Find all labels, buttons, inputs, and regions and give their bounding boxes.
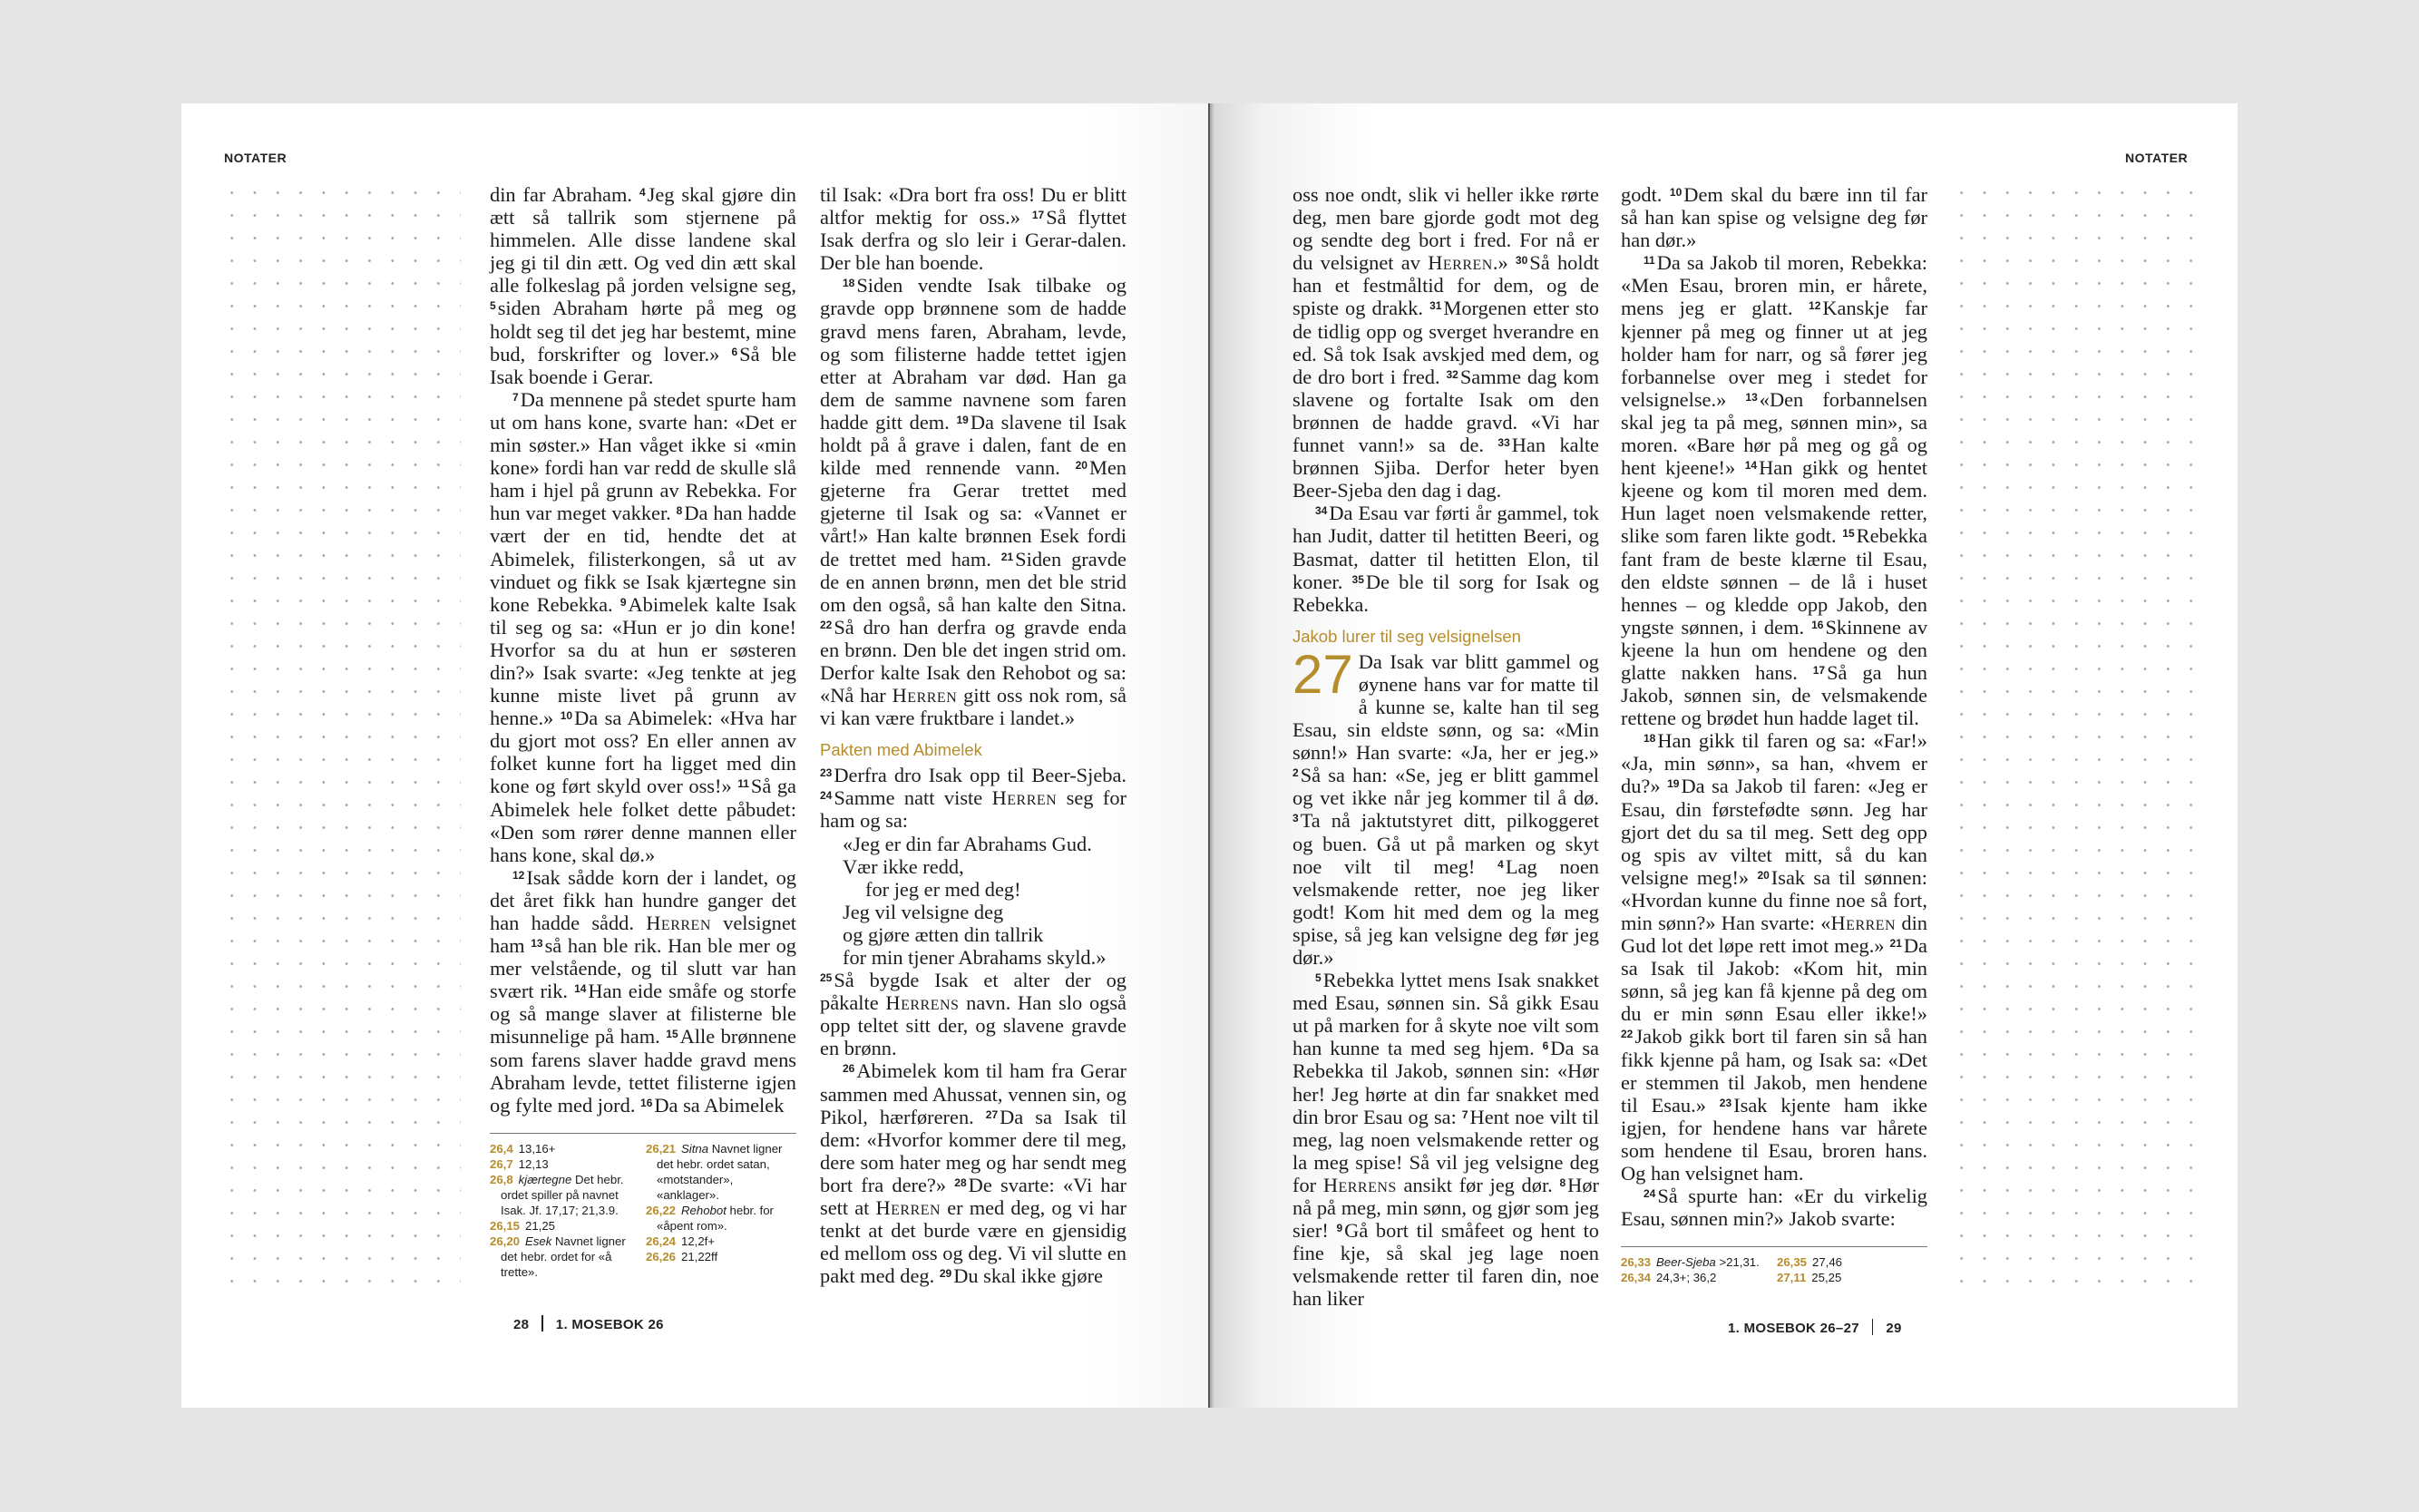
verse-number: 10 (560, 709, 573, 723)
paragraph: oss noe ondt, slik vi heller ikke rørte deg, men bare gjorde godt mot deg og sendte deg bort i fred. For nå er du velsignet av Herren.» $^{30}$Så holdt han et festmåltid for dem, og de spiste og drakk. $^{31}$Morgenen etter sto de tidlig opp og sverget hverandre en ed. Så tok Isak avskjed med dem, og de dro bort i fred. $^{32}$Samme dag kom slavene og fortalte Isak om den brønnen de hadde gravd. «Vi har funnet vann!» sa de. $^{33}$Han kalte brønnen Sjiba. Derfor heter byen Beer-Sjeba den dag i dag. (1292, 183, 1600, 502)
divider (541, 1315, 543, 1332)
poetry-line: for min tjener Abrahams skyld.» (843, 946, 1107, 969)
verse-number: 29 (939, 1267, 952, 1281)
verse-number: 23 (820, 766, 833, 780)
verse-number: 28 (954, 1175, 967, 1189)
paragraph: $^{25}$Så bygde Isak et alter der og påkalte Herrens navn. Han slo også opp teltet sitt der, og slavene gravde en brønn. (820, 969, 1127, 1060)
footnote-term: Beer-Sjeba (1656, 1255, 1716, 1270)
verse-number: 22 (1621, 1028, 1634, 1041)
divider (1872, 1319, 1874, 1335)
poetry-line: Jeg vil velsigne deg (843, 900, 1004, 923)
footnote-text: 21,22ff (681, 1249, 718, 1263)
divine-name: Herren (1830, 912, 1897, 934)
footnote-ref: 26,22 (646, 1203, 677, 1217)
footnotes-right (1621, 1246, 1927, 1295)
verse-number: 19 (1667, 777, 1680, 791)
footnote-ref: 26,26 (646, 1249, 677, 1263)
paragraph: $^{18}$Siden vendte Isak tilbake og gravde opp brønnene som de hadde gravd mens faren, Abraham, levde, og som filisterne hadde tettet igjen etter at Abraham var død. Han ga dem de samme navnene som faren hadde gitt dem. $^{19}$Da slavene til Isak holdt på å grave i dalen, fant de en kilde med rennende vann. $^{20}$Men gjeterne fra Gerar trettet med gjeterne til Isak og sa: «Vannet er vårt!» Han kalte brønnen Esek fordi de trettet med ham. $^{21}$Siden gravde de en annen brønn, men det ble strid om den også, så han kalte den Sitna. $^{22}$Så dro han derfra og gravde enda en brønn. Den ble det ingen strid om. Derfor kalte Isak den Rehobot og sa: «Nå har Herren gitt oss nok rom, så vi kan være fruktbare i landet.» (820, 274, 1127, 730)
verse-number: 24 (1644, 1187, 1656, 1201)
verse-number: 8 (1559, 1175, 1566, 1189)
notes-dot-grid-right (1950, 181, 2200, 1297)
notes-label-left: NOTATER (224, 151, 288, 165)
verse-number: 5 (490, 299, 496, 313)
paragraph: $^{12}$Isak sådde korn der i landet, og det året fikk han hundre ganger det han hadde sådd. Herren velsignet ham $^{13}$så han ble rik. Han ble mer og mer velstående, og til slutt var han svært rik. $^{14}$Han eide småfe og storfe og så mange slaver at filisterne ble misunnelige på ham. $^{15}$Alle brønnene som farens slaver hadde gravd mens Abraham levde, tettet filisterne igjen og fylte med jord. $^{16}$Da sa Abimelek (490, 865, 797, 1117)
section-heading: Pakten med Abimelek (820, 740, 982, 760)
poetry-line: «Jeg er din far Abrahams Gud. (843, 832, 1092, 855)
footnote-column (490, 1141, 635, 1295)
footnote-term: Rehobot (681, 1203, 727, 1217)
running-head: 1. MOSEBOK 26 (555, 1316, 664, 1332)
book-spine (1208, 103, 1210, 1408)
footnote (1777, 1254, 1922, 1270)
verse-number: 24 (820, 789, 833, 803)
footnote-text: Det hebr. ordet spiller på navnet Isak. Jf. 17,17; 21,3.9. (501, 1172, 624, 1217)
verse-number: 3 (1292, 812, 1299, 825)
paragraph: $^7$Da mennene på stedet spurte ham ut om hans kone, svarte han: «Det er min søster.» Han våget ikke si «min kone» fordi han var redd de skulle slå ham i hjel på grunn av Rebekka. For hun var meget vakker. $^8$Da han hadde vært der en tid, hendte det at Abimelek, filisterkongen, så ut av vinduet og fikk se Isak kjærtegne sin kone Rebekka. $^9$Abimelek kalte Isak til seg og sa: «Hun er jo din kone! Hvorfor sa du at hun er søsteren din?» Isak svarte: «Jeg tenkte at jeg kunne miste livet på grunn av henne.» $^{10}$Da sa Abimelek: «Hva har du gjort mot oss? En eller annen av folket kunne fort ha ligget med din kone og ført skyld over oss!» $^{11}$Så ga Abimelek hele folket dette påbudet: «Den som rører denne mannen eller hans kone, skal dø.» (490, 387, 796, 866)
verse-number: 6 (731, 345, 738, 358)
divine-name: Herren (646, 912, 711, 934)
page-number: 29 (1886, 1321, 1902, 1337)
paragraph: $^{11}$Da sa Jakob til moren, Rebekka: «Men Esau, broren min, er hårete, mens jeg er glatt. $^{12}$Kanskje far kjenner på meg og finner ut at jeg holder ham for narr, og så fører jeg forbannelse over meg i stedet for velsignelse.» $^{13}$«Den forbannelsen skal jeg ta på meg, sønnen min», sa moren. «Bare hør på meg og gå og hent kjeene!» $^{14}$Han gikk og hentet kjeene og kom til moren med dem. Hun laget noen velsmakende retter, slike som faren likte godt. $^{15}$Rebekka fant fram de beste klærne til Esau, den eldste sønnen – de lå i huset hennes – og kledde opp Jakob, den yngste sønnen, i dem. $^{16}$Skinnene av kjeene la hun om hendene og den glatte nakken hans. $^{17}$Så ga hun Jakob, sønnen sin, de velsmakende rettene og brødet hun hadde laget til. (1621, 251, 1928, 730)
page-footer-right (1621, 1319, 1927, 1338)
footnote (490, 1218, 635, 1234)
column-body (820, 183, 1127, 1287)
footnote (1777, 1270, 1922, 1285)
page-number: 28 (513, 1316, 530, 1332)
poetry-line: for jeg er med deg! (865, 877, 1021, 901)
verse-number: 14 (574, 982, 587, 996)
verse-number: 16 (640, 1096, 653, 1109)
footnote-text: 12,2f+ (681, 1234, 716, 1248)
footnote (646, 1203, 791, 1234)
verse-number: 20 (1075, 459, 1088, 473)
column-body (490, 183, 796, 1117)
verse-number: 9 (1336, 1222, 1343, 1235)
verse-number: 15 (1842, 527, 1855, 541)
footnote-ref: 26,8 (490, 1172, 513, 1186)
footnote-column (1777, 1254, 1922, 1295)
verse-number: 4 (639, 186, 646, 199)
footnote-ref: 26,33 (1621, 1255, 1652, 1270)
verse-number: 9 (619, 595, 627, 609)
verse-number: 10 (1669, 186, 1683, 199)
verse-number: 14 (1744, 459, 1758, 473)
footnote-text: 24,3+; 36,2 (1656, 1271, 1717, 1285)
chapter-number: 27 (1292, 643, 1353, 705)
footnote-text: 12,13 (518, 1156, 549, 1171)
verse-number: 23 (1719, 1096, 1732, 1109)
verse-number: 33 (1497, 436, 1510, 450)
verse-number: 30 (1515, 254, 1528, 268)
text-column-left-2 (820, 183, 1127, 1287)
verse-number: 20 (1757, 868, 1770, 882)
footnote (490, 1234, 635, 1280)
verse-number: 22 (820, 618, 833, 631)
footnotes-left (490, 1133, 796, 1295)
verse-number: 35 (1351, 572, 1364, 586)
poetry-line: Vær ikke redd, (843, 854, 964, 878)
verse-number: 8 (676, 504, 683, 518)
divine-name: Herren (1428, 251, 1493, 275)
verse-number: 2 (1292, 766, 1299, 780)
verse-number: 7 (512, 390, 519, 404)
paragraph: din far Abraham. $^4$Jeg skal gjøre din ætt så tallrik som stjernene på himmelen. Alle disse landene skal jeg gi til din ætt. Og ved din ætt skal alle folkeslag på jorden velsigne seg, $^5$siden Abraham hørte på meg og holdt seg til det jeg har bestemt, mine bud, forskrifter og lover.» $^6$Så ble Isak boende i Gerar. (490, 183, 797, 388)
footnote-text: hebr. for «åpent rom». (657, 1203, 774, 1233)
footnote-text: Navnet ligner det hebr. ordet satan, «motstander», «anklager». (657, 1141, 783, 1202)
footnote-term: Sitna (681, 1141, 709, 1156)
divine-name: Herrens (885, 991, 960, 1015)
paragraph: $^5$Rebekka lyttet mens Isak snakket med Esau, sønnen sin. Så gikk Esau ut på marken for å skyte noe vilt som han kunne ta med seg hjem. $^6$Da sa Rebekka til Jakob, sønnen sin: «Hør her! Jeg hørte at din far snakket med din bror Esau og sa: $^7$Hent noe vilt til meg, lag noen velsmakende retter og la meg spise! Så vil jeg velsigne deg for Herrens ansikt før jeg dør. $^8$Hør nå på meg, min sønn, og gjør som jeg sier! $^9$Gå bort til småfeet og hent to fine kje, så skal jeg lage noen velsmakende retter til faren din, noe han liker (1292, 969, 1599, 1311)
verse-number: 19 (956, 413, 969, 426)
footnote-ref: 26,35 (1777, 1255, 1808, 1270)
verse-number: 5 (1315, 971, 1322, 985)
verse-number: 34 (1315, 504, 1328, 518)
footnote (490, 1172, 635, 1218)
verse-number: 21 (1000, 550, 1014, 563)
paragraph: til Isak: «Dra bort fra oss! Du er blitt altfor mektig for oss.» $^{17}$Så flyttet Isak derfra og slo leir i Gerar-dalen. Der ble han boende. (820, 183, 1127, 275)
text-column-right-2 (1621, 183, 1927, 1338)
footnote-term: Esek (525, 1234, 552, 1248)
verse-number: 11 (1644, 254, 1655, 268)
verse-number: 26 (843, 1062, 855, 1076)
verse-number: 15 (666, 1028, 678, 1041)
footnote (1621, 1254, 1766, 1270)
paragraph: $^{18}$Han gikk til faren og sa: «Far!» «Ja, min sønn», sa han, «hvem er du?» $^{19}$Da sa Jakob til faren: «Jeg er Esau, din førstefødte sønn. Jeg har gjort det du sa til meg. Sett deg opp og spis av viltet mitt, så du kan velsigne meg!» $^{20}$Isak sa til sønnen: «Hvordan kunne du finne noe så fort, min sønn?» Han svarte: «Herren din Gud lot det løpe rett imot meg.» $^{21}$Da sa Isak til Jakob: «Kom hit, min sønn, så jeg kan få kjenne på deg om du er min sønn Esau eller ikke!» $^{22}$Jakob gikk bort til faren sin så han fikk kjenne på ham, og Isak sa: «Det er stemmen til Jakob, men hendene til Esau.» $^{23}$Isak kjente ham ikke igjen, for hendene hans var hårete som hendene til Esau, broren hans. Og han velsignet ham. (1621, 729, 1928, 1185)
verse-number: 13 (531, 937, 543, 951)
verse-number: 32 (1446, 367, 1458, 381)
divine-name: Herren (875, 1196, 941, 1220)
footnote-text: Navnet ligner det hebr. ordet for «å trette». (501, 1234, 626, 1279)
footnote-text: 25,25 (1811, 1271, 1842, 1285)
verse-number: 18 (1644, 732, 1656, 746)
notes-label-right: NOTATER (2125, 151, 2189, 165)
column-body (1621, 183, 1927, 1230)
verse-number: 27 (985, 1107, 999, 1121)
footnote-ref: 26,21 (646, 1141, 677, 1156)
notes-dot-grid-left (220, 181, 461, 1297)
footnote-ref: 26,15 (490, 1218, 521, 1233)
verse-number: 4 (1497, 857, 1504, 871)
footnote-text: 27,46 (1812, 1255, 1843, 1270)
verse-number: 12 (1809, 299, 1821, 313)
footnote (1621, 1270, 1766, 1285)
verse-number: 17 (1031, 209, 1045, 222)
verse-number: 31 (1429, 299, 1442, 313)
text-column-left-1 (490, 183, 796, 1334)
footnote-ref: 26,4 (490, 1141, 513, 1156)
footnote (490, 1156, 635, 1172)
footnote (490, 1141, 635, 1156)
footnote-ref: 26,7 (490, 1156, 513, 1171)
footnote-text: 21,25 (525, 1218, 556, 1233)
divine-name: Herren (991, 786, 1058, 810)
footnote-term: kjærtegne (518, 1172, 572, 1186)
divine-name: Herren (892, 684, 958, 707)
footnote (646, 1141, 791, 1203)
paragraph: $^{34}$Da Esau var førti år gammel, tok han Judit, datter til hetitten Beeri, og Basmat, datter til hetitten Elon, til koner. $^{35}$De ble til sorg for Isak og Rebekka. (1292, 502, 1599, 616)
poetry-line: og gjøre ætten din tallrik (843, 922, 1044, 946)
verse-number: 18 (843, 277, 855, 290)
text-column-right-1 (1292, 183, 1599, 1311)
footnote-ref: 27,11 (1777, 1271, 1807, 1285)
footnote-ref: 26,34 (1621, 1271, 1652, 1285)
verse-number: 25 (820, 971, 833, 985)
footnote-column (646, 1141, 791, 1295)
verse-number: 6 (1542, 1039, 1549, 1053)
paragraph: $^{23}$Derfra dro Isak opp til Beer-Sjeba. $^{24}$Samme natt viste Herren seg for ham og sa: (820, 764, 1127, 833)
paragraph: 27 Da Isak var blitt gammel og øynene hans var for matte til å kunne se, kalte han til seg Esau, sin eldste sønn, og sa: «Min sønn!» Han svarte: «Ja, her er jeg.» $^2$Så sa han: «Se, jeg er blitt gammel og vet ikke når jeg kommer til å dø. $^3$Ta nå jaktutstyret ditt, pilkoggeret og buen. Gå ut på marken og skyt noe vilt til meg! $^4$Lag noen velsmakende retter, noe jeg liker godt! Kom hit med dem og la meg spise, så jeg kan velsigne deg før jeg dør.» (1292, 643, 1600, 969)
footnote-text: >21,31. (1719, 1255, 1760, 1270)
footnote-column (1621, 1254, 1766, 1295)
divine-name: Herrens (1322, 1173, 1397, 1196)
footnote-ref: 26,20 (490, 1234, 521, 1248)
verse-number: 13 (1745, 390, 1758, 404)
page-footer-left (490, 1315, 796, 1334)
paragraph: godt. $^{10}$Dem skal du bære inn til far så han kan spise og velsigne deg før han dør.» (1621, 183, 1927, 252)
paragraph: $^{24}$Så spurte han: «Er du virkelig Esau, sønnen min?» Jakob svarte: (1621, 1185, 1927, 1231)
column-body (1292, 183, 1599, 1311)
footnote-ref: 26,24 (646, 1234, 677, 1248)
verse-number: 21 (1889, 937, 1902, 951)
paragraph: $^{26}$Abimelek kom til ham fra Gerar sammen med Ahussat, vennen sin, og Pikol, hærføreren. $^{27}$Da sa Isak til dem: «Hvorfor kommer dere til meg, dere som hater meg og har sendt meg bort fra dere?» $^{28}$De svarte: «Vi har sett at Herren er med deg, og vi har tenkt at det burde være en gjensidig ed mellom oss og deg. Vi vil slutte en pakt med deg. $^{29}$Du skal ikke gjøre (820, 1059, 1127, 1288)
footnote (646, 1249, 791, 1264)
verse-number: 16 (1811, 618, 1824, 631)
verse-number: 17 (1812, 663, 1826, 677)
verse-number: 11 (737, 777, 749, 791)
footnote (646, 1234, 791, 1249)
footnote-text: 13,16+ (518, 1141, 556, 1156)
verse-number: 7 (1461, 1107, 1468, 1121)
verse-number: 12 (512, 868, 525, 882)
section-heading: Jakob lurer til seg velsignelsen (1292, 626, 1521, 646)
running-head: 1. MOSEBOK 26–27 (1728, 1321, 1859, 1337)
